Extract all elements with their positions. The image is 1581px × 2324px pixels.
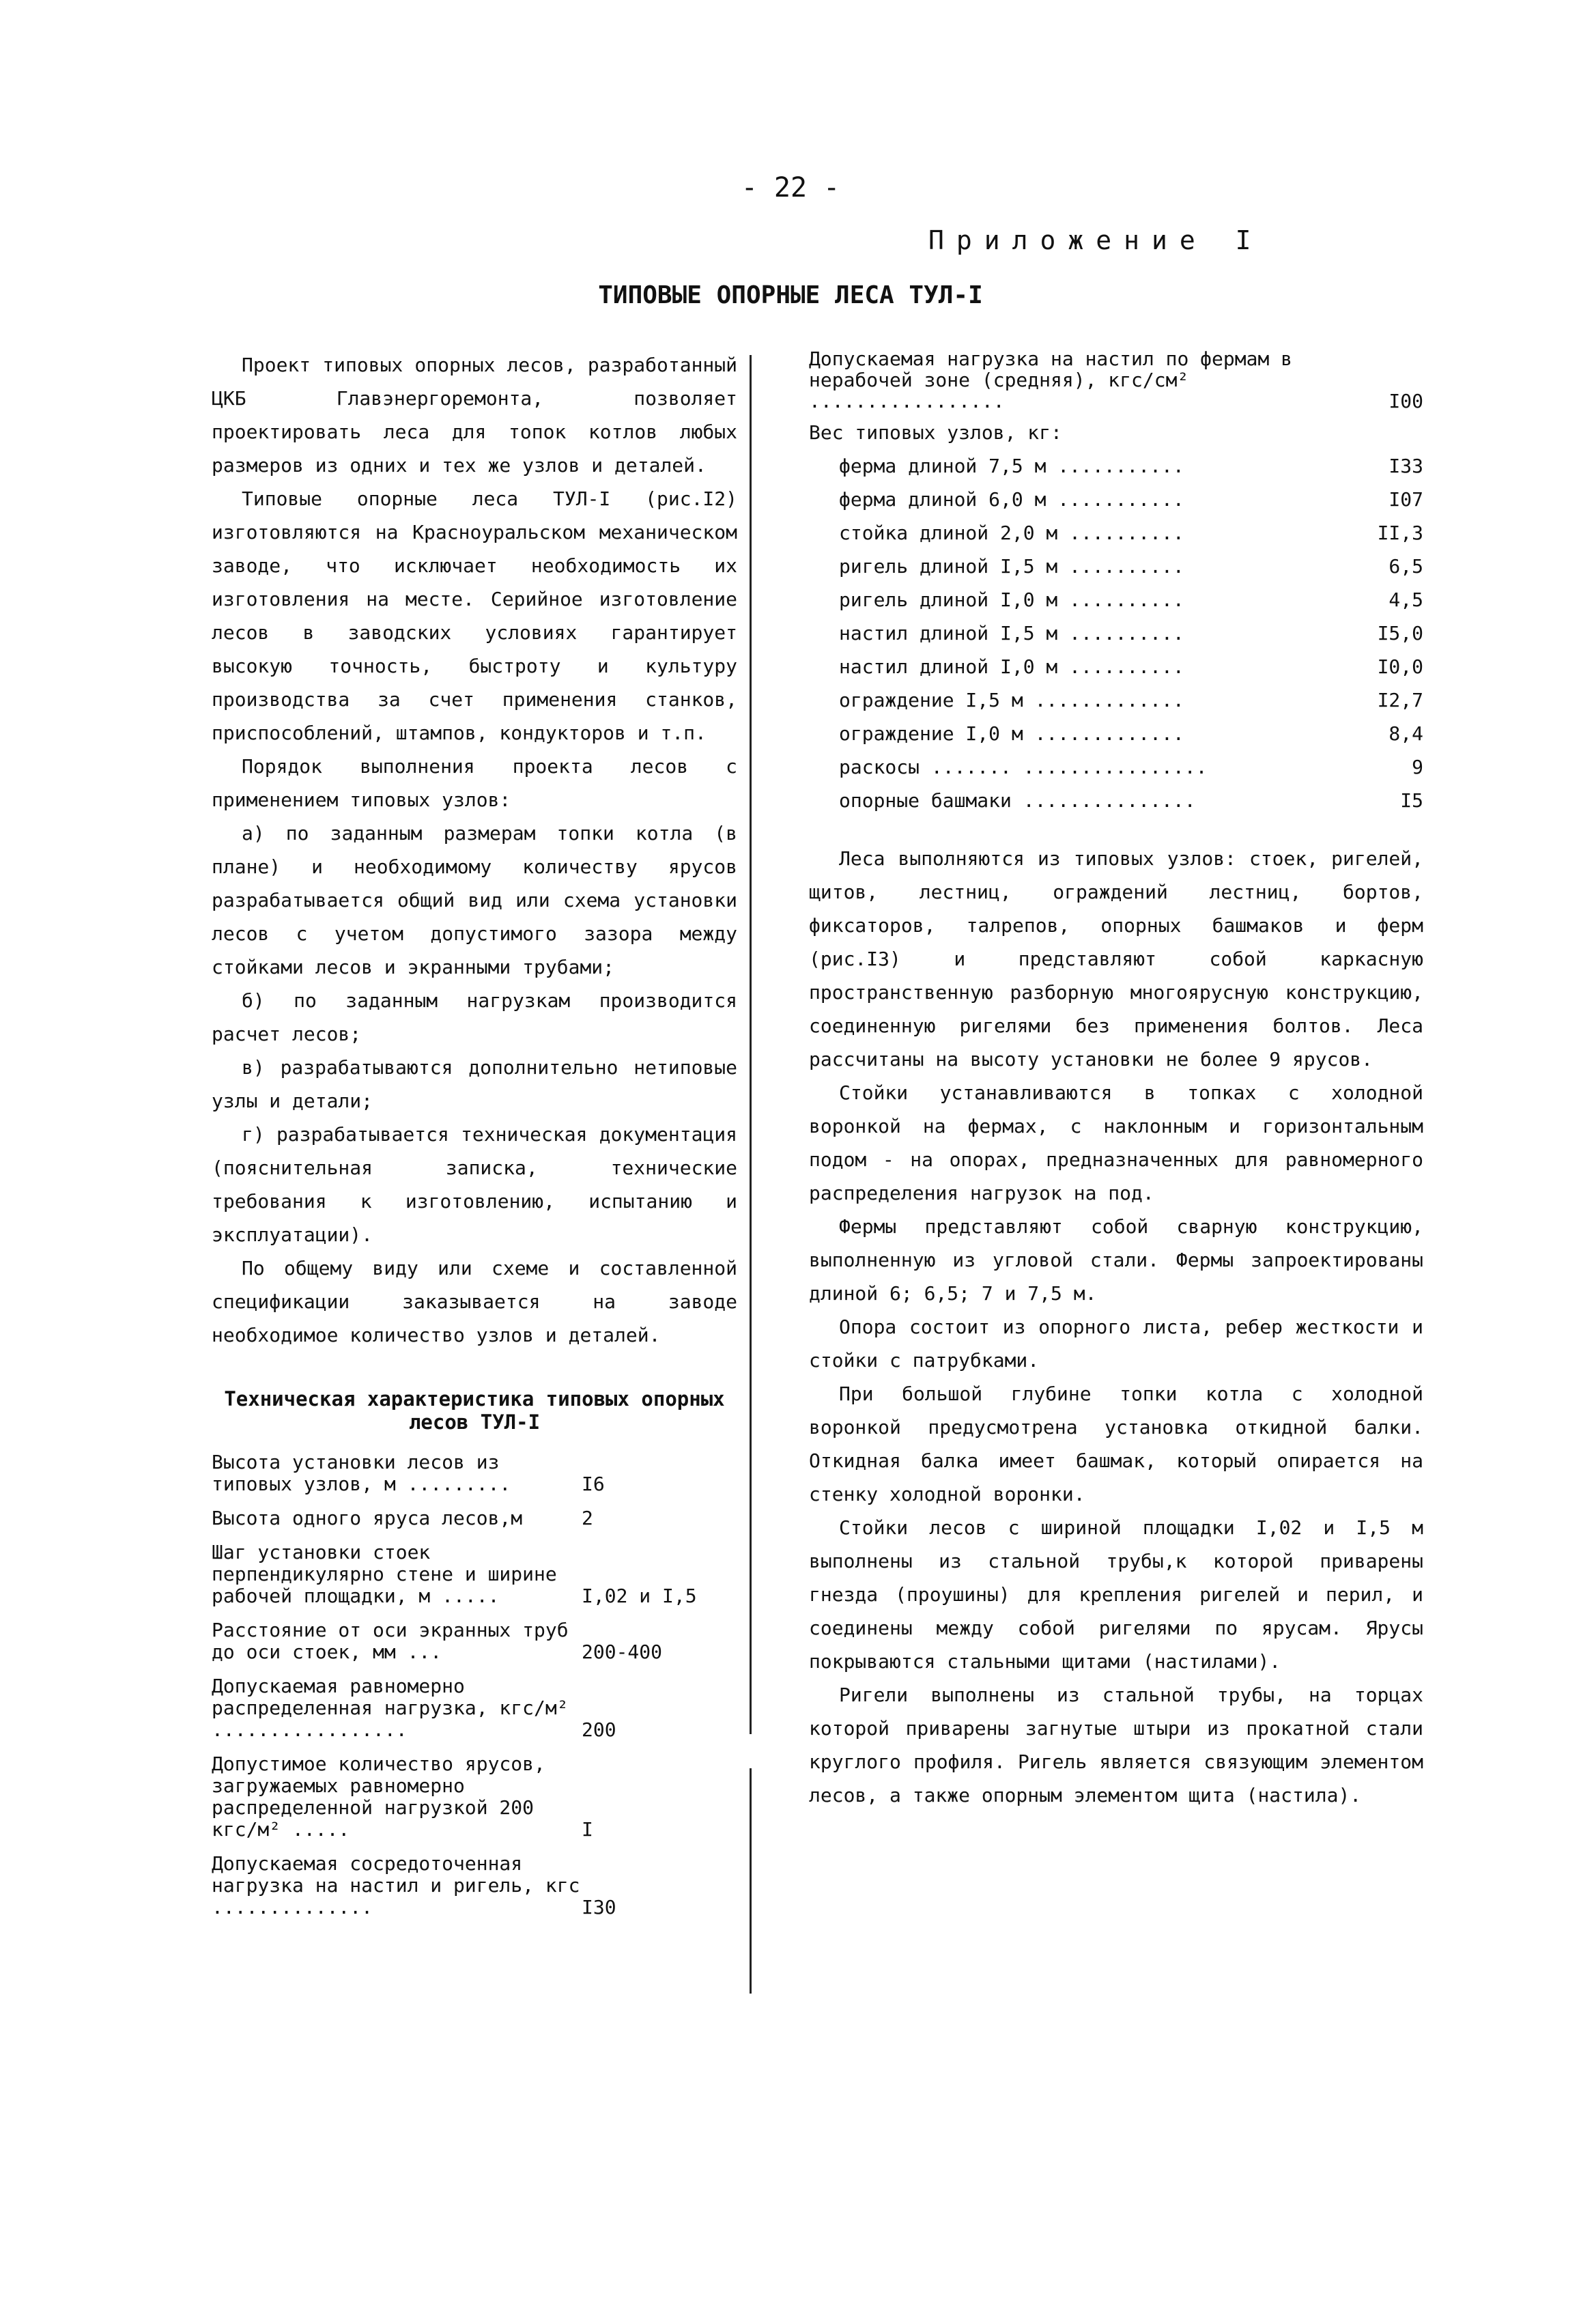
spec-value: I6 [582,1473,605,1495]
spec-label: Высота установки лесов из типовых узлов, м ......... [212,1451,511,1495]
spec-label: Расстояние от оси экранных труб до оси стоек, мм ... [212,1619,569,1663]
paragraph: Проект типовых опорных лесов, разработанный ЦКБ Главэнергоремонта, позволяет проектировать леса для топок котлов любых размеров из одних и тех же узлов и деталей. [212,354,737,477]
spec-row [212,1507,737,1529]
weight-row [809,750,1423,784]
left-column [212,348,737,1931]
weight-value: I5 [1400,789,1423,812]
spec-row [212,1675,737,1741]
paragraph: Ригели выполнены из стальной трубы, на торцах которой приварены загнутые штыри из прокатной стали круглого профиля. Ригель является связующим элементом лесов, а также опорным элементом щита (настила). [809,1684,1423,1806]
paragraph: Опора состоит из опорного листа, ребер жесткости и стойки с патрубками. [809,1316,1423,1372]
weight-value: 8,4 [1388,722,1423,745]
spec-label: Допускаемая равномерно распределенная нагрузка, кгс/м² ................. [212,1675,569,1741]
paragraph: Порядок выполнения проекта лесов с применением типовых узлов: [212,755,737,811]
right-column [809,348,1423,1812]
spec-value: 200 [582,1718,616,1741]
weight-label: настил длиной I,0 м .......... [839,655,1184,678]
spec-row [212,1853,737,1918]
paragraph: По общему виду или схеме и составленной спецификации заказывается на заводе необходимое количество узлов и деталей. [212,1257,737,1346]
list-item: в) разрабатываются дополнительно нетиповые узлы и детали; [212,1056,737,1112]
paragraph: При большой глубине топки котла с холодной воронкой предусмотрена установка откидной балки. Откидная балка имеет башмак, который опирается на стенку холодной воронки. [809,1383,1423,1505]
weight-label: ограждение I,5 м ............. [839,689,1184,711]
weight-value: 6,5 [1388,555,1423,578]
weight-row [809,449,1423,483]
paragraph: Типовые опорные леса ТУЛ-I (рис.I2) изготовляются на Красноуральском механическом заводе, что исключает необходимость их изготовления на месте. Серийное изготовление лесов в заводских условиях гарантирует высокую точность, быстроту и культуру производства за счет применения станков, приспособлений, штампов, кондукторов и т.п. [212,487,737,744]
column-divider [750,355,752,1734]
weight-label: раскосы ....... ................ [839,756,1208,778]
spec-value: 2 [582,1507,593,1529]
load-label: Допускаемая нагрузка на настил по фермам в нерабочей зоне (средняя), кгс/см² ................. [809,348,1293,412]
spec-value: I [582,1818,593,1841]
weight-label: ригель длиной I,5 м .......... [839,555,1184,578]
spec-row [212,1619,737,1663]
paragraph: Фермы представляют собой сварную конструкцию, выполненную из угловой стали. Фермы запроектированы длиной 6; 6,5; 7 и 7,5 м. [809,1215,1423,1305]
weight-label: ферма длиной 7,5 м ........... [839,455,1184,477]
weight-row [809,617,1423,650]
weight-row [809,717,1423,750]
weight-row [809,650,1423,683]
weight-value: I07 [1388,488,1423,511]
spec-row [212,1542,737,1607]
spec-value: I,02 и I,5 [582,1585,697,1607]
weight-label: ригель длиной I,0 м .......... [839,589,1184,611]
weight-row [809,784,1423,817]
weight-label: ферма длиной 6,0 м ........... [839,488,1184,511]
list-item: б) по заданным нагрузкам производится расчет лесов; [212,989,737,1045]
spec-row [212,1753,737,1841]
list-item: г) разрабатывается техническая документация (пояснительная записка, технические требования к изготовлению, испытанию и эксплуатации). [212,1123,737,1246]
list-item: а) по заданным размерам топки котла (в плане) и необходимому количеству ярусов разрабатывается общий вид или схема установки лесов с учетом допустимого зазора между стойками лесов и экранными трубами; [212,822,737,978]
spec-title: Техническая характеристика типовых опорных лесов ТУЛ-I [224,1387,725,1434]
weight-row [809,483,1423,516]
paragraph: Стойки устанавливаются в топках с холодной воронкой на фермах, с наклонным и горизонтальным подом - на опорах, предназначенных для равномерного распределения нагрузок на под. [809,1081,1423,1204]
weight-row [809,550,1423,583]
weight-label: стойка длиной 2,0 м .......... [839,522,1184,544]
weight-value: I2,7 [1377,689,1423,711]
weight-row [809,516,1423,550]
weight-row [809,683,1423,717]
weight-label: опорные башмаки ............... [839,789,1196,812]
page-title: ТИПОВЫЕ ОПОРНЫЕ ЛЕСА ТУЛ-I [598,281,983,309]
paragraph: Стойки лесов с шириной площадки I,02 и I,5 м выполнены из стальной трубы,к которой приварены гнезда (проушины) для крепления ригелей и перил, и соединены между собой ригелями по ярусам. Ярусы покрываются стальными щитами (настилами). [809,1516,1423,1673]
weight-label: настил длиной I,5 м .......... [839,622,1184,644]
load-row [809,348,1423,412]
spec-label: Допустимое количество ярусов, загружаемых равномерно распределенной нагрузкой 200 кгс/м² ..... [212,1753,545,1841]
spec-value: 200-400 [582,1641,663,1663]
spec-label: Шаг установки стоек перпендикулярно стене и ширине рабочей площадки, м ..... [212,1541,557,1607]
column-divider-lower [750,1768,752,1994]
weights-title: Вес типовых узлов, кг: [809,421,1062,444]
weight-value: I33 [1388,455,1423,477]
weight-value: I0,0 [1377,655,1423,678]
weight-value: II,3 [1377,522,1423,544]
weight-value: 4,5 [1388,589,1423,611]
paragraph: Леса выполняются из типовых узлов: стоек, ригелей, щитов, лестниц, ограждений лестниц, бортов, фиксаторов, талрепов, опорных башмаков и ферм (рис.I3) и представляют собой каркасную пространственную разборную многоярусную конструкцию, соединенную ригелями без применения болтов. Леса рассчитаны на высоту установки не более 9 ярусов. [809,847,1423,1071]
page-number: - 22 - [741,172,840,203]
load-value: I00 [1388,390,1423,412]
appendix-label: Приложение I [928,225,1264,255]
spec-value: I30 [582,1896,616,1918]
spec-label: Допускаемая сосредоточенная нагрузка на настил и ригель, кгс .............. [212,1852,580,1918]
weight-row [809,583,1423,617]
weight-value: 9 [1412,756,1423,778]
spec-label: Высота одного яруса лесов,м [212,1507,523,1529]
spec-row [212,1451,737,1495]
weight-label: ограждение I,0 м ............. [839,722,1184,745]
weight-value: I5,0 [1377,622,1423,644]
